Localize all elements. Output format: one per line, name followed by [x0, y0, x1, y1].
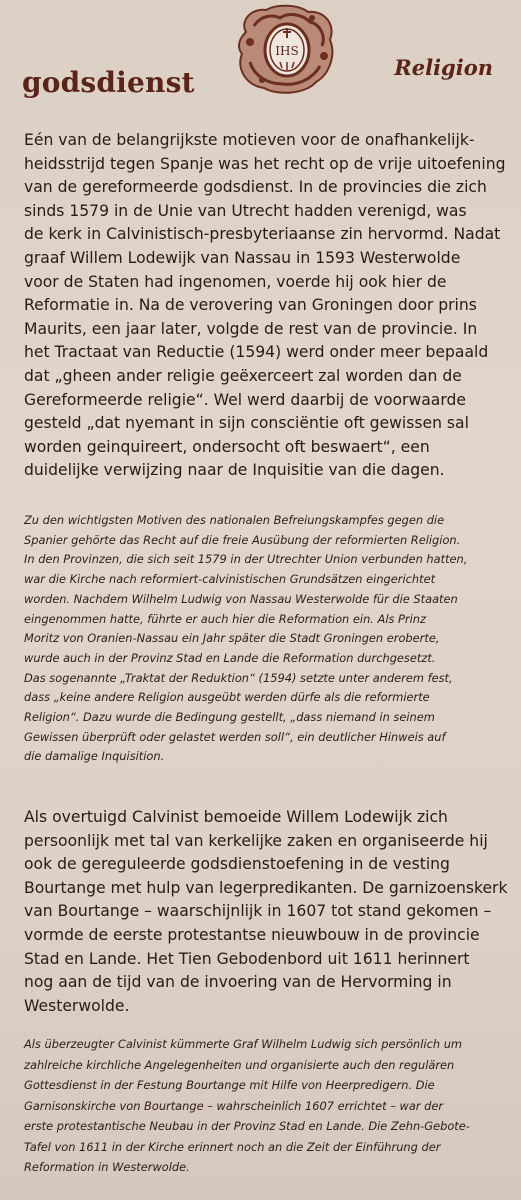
text-line: heidsstrijd tegen Spanje was het recht op de vrije uitoefening: [24, 154, 506, 173]
text-line: Moritz von Oranien-Nassau ein Jahr später die Stadt Groningen eroberte,: [24, 631, 440, 646]
text-line: In den Provinzen, die sich seit 1579 in der Utrechter Union verbunden hatten,: [24, 552, 468, 567]
text-line: erste protestantische Neubau in der Provinz Stad en Lande. Die Zehn-Gebote-: [24, 1119, 470, 1133]
text-line: voor de Staten had ingenomen, voerde hij ook hier de: [24, 272, 447, 291]
text-line: Westerwolde.: [24, 996, 130, 1015]
text-line: eingenommen hatte, führte er auch hier die Reformation ein. Als Prinz: [24, 611, 426, 626]
text-line: Als overtuigd Calvinist bemoeide Willem Lodewijk zich: [24, 808, 448, 826]
text-line: van de gereformeerde godsdienst. In de provincies die zich: [24, 178, 487, 197]
page-title-german: Religion: [394, 55, 493, 80]
text-line: Das sogenannte „Traktat der Reduktion“ (1594) setzte unter anderem fest,: [24, 670, 453, 685]
text-line: worden. Nachdem Wilhelm Ludwig von Nassau Westerwolde für die Staaten: [24, 591, 458, 606]
text-line: Religion“. Dazu wurde die Bedingung gestellt, „dass niemand in seinem: [24, 710, 435, 725]
text-line: zahlreiche kirchliche Angelegenheiten und organisierte auch den regulären: [24, 1057, 455, 1072]
text-line: de kerk in Calvinistisch-presbyteriaanse zin hervormd. Nadat: [24, 225, 501, 244]
text-line: Gereformeerde religie“. Wel werd daarbij de voorwaarde: [24, 390, 466, 409]
text-line: Eén van de belangrijkste motieven voor de onafhankelijk-: [24, 131, 475, 149]
text-line: persoonlijk met tal van kerkelijke zaken en organiseerde hij: [24, 831, 488, 850]
text-line: war die Kirche nach reformiert-calvinistischen Grundsätzen eingerichtet: [24, 572, 436, 587]
text-line: sinds 1579 in de Unie van Utrecht hadden verenigd, was: [24, 201, 467, 220]
svg-text:IHS: IHS: [275, 44, 299, 58]
text-line: Zu den wichtigsten Motiven des nationalen Befreiungskampfes gegen die: [24, 513, 445, 527]
text-line: die damalige Inquisition.: [24, 749, 165, 764]
text-line: het Tractaat van Reductie (1594) werd onder meer bepaald: [24, 343, 489, 362]
german-paragraph-2: [24, 1034, 496, 1178]
german-paragraph-1: [24, 511, 496, 767]
text-line: wurde auch in der Provinz Stad en Lande die Reformation durchgesetzt.: [24, 650, 436, 665]
text-line: worden geinquireert, ondersocht oft beswaert“, een: [24, 437, 430, 456]
page-title: godsdienst: [22, 66, 195, 99]
text-line: nog aan de tijd van de invoering van de Hervorming in: [24, 973, 452, 992]
text-line: dat „gheen ander religie geëxerceert zal worden dan de: [24, 366, 462, 385]
text-line: vormde de eerste protestantse nieuwbouw in de provincie: [24, 925, 480, 944]
text-line: Spanier gehörte das Recht auf die freie Ausübung der reformierten Religion.: [24, 532, 461, 547]
text-line: graaf Willem Lodewijk van Nassau in 1593 Westerwolde: [24, 248, 461, 267]
text-line: Stad en Lande. Het Tien Gebodenbord uit 1611 herinnert: [24, 949, 470, 968]
text-line: van Bourtange – waarschijnlijk in 1607 tot stand gekomen –: [24, 902, 492, 921]
text-line: Gottesdienst in der Festung Bourtange mit Hilfe von Heerpredigern. Die: [24, 1078, 435, 1092]
text-line: Reformatie in. Na de verovering van Groningen door prins: [24, 296, 477, 315]
text-line: ook de gereguleerde godsdienstoefening in de vesting: [24, 855, 450, 874]
dutch-paragraph-1: [24, 129, 506, 483]
text-line: Garnisonskirche von Bourtange – wahrscheinlich 1607 errichtet – war der: [24, 1098, 444, 1113]
ihs-seal-icon: [232, 2, 340, 98]
text-line: Bourtange met hulp van legerpredikanten. De garnizoenskerk: [24, 878, 508, 897]
text-line: dass „keine andere Religion ausgeübt werden dürfe als die reformierte: [24, 690, 430, 705]
dutch-paragraph-2: [24, 806, 508, 1018]
text-line: Maurits, een jaar later, volgde de rest van de provincie. In: [24, 319, 478, 338]
text-line: gesteld „dat nyemant in sijn consciëntie oft gewissen sal: [24, 414, 469, 433]
text-line: Als überzeugter Calvinist kümmerte Graf Wilhelm Ludwig sich persönlich um: [24, 1037, 463, 1051]
text-line: duidelijke verwijzing naar de Inquisitie van die dagen.: [24, 461, 445, 480]
text-line: Gewissen überprüft oder gelastet werden soll“, ein deutlicher Hinweis auf: [24, 729, 446, 744]
text-line: Tafel von 1611 in der Kirche erinnert noch an die Zeit der Einführung der: [24, 1139, 441, 1154]
text-line: Reformation in Westerwolde.: [24, 1160, 190, 1174]
